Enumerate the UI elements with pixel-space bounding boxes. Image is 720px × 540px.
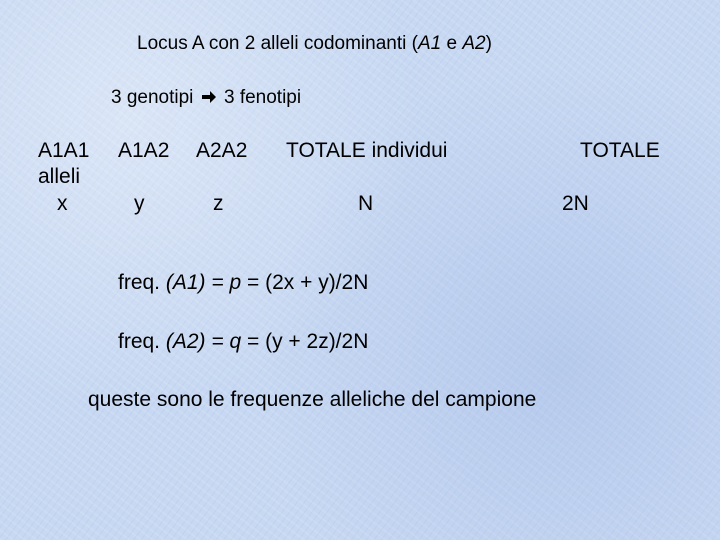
- value-n: N: [358, 192, 374, 215]
- header-totale-individui: TOTALE individui: [286, 139, 448, 162]
- title-a1: A1: [417, 33, 442, 54]
- formula-a1-italic: (A1) = p: [165, 271, 242, 294]
- subtitle-left: 3 genotipi: [111, 87, 194, 108]
- header-a1a1: A1A1: [38, 139, 90, 162]
- formula-a1: [118, 272, 368, 293]
- conclusion: queste sono le frequenze alleliche del campione: [88, 388, 537, 411]
- header-a2a2: A2A2: [196, 139, 248, 162]
- formula-a2: [118, 331, 368, 352]
- header-totale-alleli: TOTALE: [580, 139, 660, 162]
- right-arrow-icon: [201, 90, 217, 104]
- formula-a2-post: = (y + 2z)/2N: [241, 330, 369, 353]
- formula-a1-post: = (2x + y)/2N: [241, 271, 369, 294]
- subtitle: [111, 88, 301, 107]
- title-prefix: Locus A con 2 alleli codominanti (: [137, 33, 418, 54]
- title: [137, 34, 492, 53]
- alleli-label: alleli: [38, 165, 81, 188]
- value-x: x: [57, 192, 68, 215]
- formula-a2-pre: freq.: [118, 330, 166, 353]
- title-suffix: ): [485, 33, 492, 54]
- formula-a2-italic: (A2) = q: [165, 330, 242, 353]
- title-a2: A2: [462, 33, 486, 54]
- subtitle-right: 3 fenotipi: [223, 87, 302, 108]
- value-y: y: [134, 192, 145, 215]
- value-z: z: [213, 192, 224, 215]
- header-a1a2: A1A2: [118, 139, 170, 162]
- value-2n: 2N: [562, 192, 589, 215]
- formula-a1-pre: freq.: [118, 271, 166, 294]
- title-sep: e: [441, 33, 463, 54]
